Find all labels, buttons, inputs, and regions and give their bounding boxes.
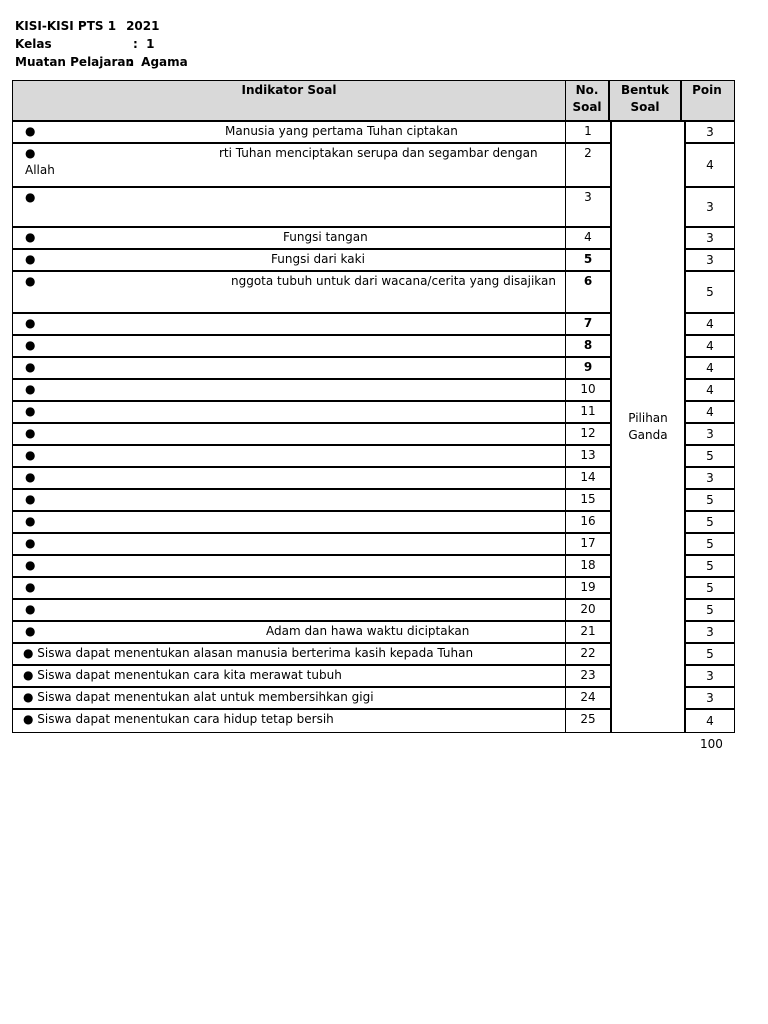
no-soal-cell: 1 <box>584 124 592 138</box>
no-soal-cell: 22 <box>580 646 596 660</box>
table-row <box>13 644 610 666</box>
table-row <box>13 144 610 188</box>
no-soal-cell: 2 <box>584 146 592 160</box>
table-row <box>13 622 610 644</box>
table-row <box>13 490 610 512</box>
no-soal-cell: 20 <box>580 602 596 616</box>
header-poin: Poin <box>692 83 722 97</box>
doc-title: KISI-KISI PTS 1 2021 <box>15 19 160 33</box>
table-row <box>13 688 610 710</box>
indikator-cell <box>13 122 566 142</box>
poin-cell: 3 <box>686 122 734 144</box>
indikator-cell <box>13 228 566 248</box>
poin-cell: 5 <box>686 556 734 578</box>
poin-cell: 5 <box>686 512 734 534</box>
indikator-cell <box>13 666 566 686</box>
indikator-cell <box>13 250 566 270</box>
bullet-icon: ● <box>25 338 36 352</box>
indikator-text: rti Tuhan menciptakan serupa dan segambar dengan <box>219 146 538 160</box>
bullet-icon: ● <box>25 274 36 288</box>
indikator-column-group <box>13 122 612 732</box>
indikator-text: Adam dan hawa waktu diciptakan <box>266 624 470 638</box>
indikator-cell <box>13 710 566 732</box>
poin-cell: 4 <box>686 144 734 188</box>
indikator-text: ● Siswa dapat menentukan alasan manusia berterima kasih kepada Tuhan <box>23 646 474 660</box>
table-row <box>13 272 610 314</box>
no-soal-cell: 14 <box>580 470 596 484</box>
no-soal-cell: 5 <box>583 252 593 266</box>
indikator-cell <box>13 600 566 620</box>
kisi-kisi-table <box>12 80 735 733</box>
indikator-text: Fungsi dari kaki <box>271 252 365 266</box>
poin-cell: 4 <box>686 380 734 402</box>
indikator-text-continued: Allah <box>25 163 55 177</box>
table-row <box>13 122 610 144</box>
poin-cell: 4 <box>686 402 734 424</box>
no-soal-cell: 17 <box>580 536 596 550</box>
indikator-cell <box>13 358 566 378</box>
indikator-cell <box>13 512 566 532</box>
indikator-text: nggota tubuh untuk dari wacana/cerita yang disajikan <box>231 274 557 288</box>
table-row <box>13 666 610 688</box>
doc-year: 2021 <box>126 19 160 33</box>
header-indikator: Indikator Soal <box>13 81 566 120</box>
bullet-icon: ● <box>25 470 36 484</box>
indikator-text: ● Siswa dapat menentukan cara kita merawat tubuh <box>23 668 342 682</box>
no-soal-cell: 11 <box>580 404 596 418</box>
indikator-cell <box>13 644 566 664</box>
table-row <box>13 556 610 578</box>
table-row <box>13 578 610 600</box>
table-header-row <box>13 81 734 122</box>
no-soal-cell: 7 <box>583 316 593 330</box>
bullet-icon: ● <box>25 360 36 374</box>
table-row <box>13 358 610 380</box>
indikator-cell <box>13 272 566 312</box>
poin-cell: 4 <box>686 358 734 380</box>
no-soal-cell: 16 <box>580 514 596 528</box>
kelas-line <box>15 35 155 53</box>
poin-cell: 4 <box>686 336 734 358</box>
mapel-value: : Agama <box>128 55 188 69</box>
poin-column <box>686 122 734 732</box>
indikator-cell <box>13 534 566 554</box>
poin-cell: 5 <box>686 600 734 622</box>
poin-cell: 4 <box>706 714 714 728</box>
indikator-cell <box>13 336 566 356</box>
indikator-cell <box>13 556 566 576</box>
indikator-cell <box>13 144 566 186</box>
bullet-icon: ● <box>25 602 36 616</box>
table-row <box>13 228 610 250</box>
poin-cell: 5 <box>686 490 734 512</box>
bullet-icon: ● <box>25 492 36 506</box>
no-soal-cell: 3 <box>584 190 592 204</box>
bullet-icon: ● <box>25 124 36 138</box>
table-row <box>13 600 610 622</box>
poin-cell: 3 <box>686 250 734 272</box>
table-row <box>13 512 610 534</box>
total-poin: 100 <box>700 737 723 751</box>
header-no-soal: No. Soal <box>566 81 610 120</box>
poin-cell: 3 <box>686 424 734 446</box>
table-row <box>13 188 610 228</box>
indikator-cell <box>13 188 566 226</box>
poin-cell: 5 <box>686 534 734 556</box>
no-soal-cell: 8 <box>583 338 593 352</box>
bullet-icon: ● <box>25 230 36 244</box>
table-row <box>13 534 610 556</box>
mapel-label: Muatan Pelajaran <box>15 55 135 69</box>
indikator-text: Fungsi tangan <box>283 230 368 244</box>
bullet-icon: ● <box>25 558 36 572</box>
no-soal-cell: 9 <box>583 360 593 374</box>
no-soal-cell: 23 <box>580 668 596 682</box>
no-soal-cell: 25 <box>580 712 596 726</box>
indikator-cell <box>13 380 566 400</box>
table-row <box>13 314 610 336</box>
table-row <box>13 402 610 424</box>
table-row <box>13 424 610 446</box>
poin-cell: 3 <box>686 468 734 490</box>
no-soal-cell: 10 <box>580 382 596 396</box>
poin-cell: 3 <box>686 666 734 688</box>
table-row <box>13 710 610 732</box>
table-row <box>13 380 610 402</box>
no-soal-cell: 12 <box>580 426 596 440</box>
indikator-cell <box>13 490 566 510</box>
table-row <box>13 446 610 468</box>
indikator-cell <box>13 314 566 334</box>
bullet-icon: ● <box>25 580 36 594</box>
poin-cell: 3 <box>686 688 734 710</box>
indikator-cell <box>13 446 566 466</box>
no-soal-cell: 4 <box>584 230 592 244</box>
table-body <box>13 122 734 732</box>
indikator-cell <box>13 578 566 598</box>
poin-cell: 3 <box>686 228 734 250</box>
bullet-icon: ● <box>25 404 36 418</box>
poin-cell: 5 <box>686 578 734 600</box>
bullet-icon: ● <box>25 382 36 396</box>
poin-cell: 3 <box>686 622 734 644</box>
no-soal-cell: 24 <box>580 690 596 704</box>
poin-cell: 5 <box>686 446 734 468</box>
no-soal-cell: 13 <box>580 448 596 462</box>
bullet-icon: ● <box>25 316 36 330</box>
poin-cell: 4 <box>686 314 734 336</box>
bullet-icon: ● <box>25 190 36 204</box>
no-soal-cell: 19 <box>580 580 596 594</box>
bullet-icon: ● <box>25 146 36 160</box>
mapel-line <box>15 53 188 71</box>
header-bentuk-soal: Bentuk Soal <box>610 81 682 120</box>
poin-cell: 3 <box>686 188 734 228</box>
poin-cell: 5 <box>686 644 734 666</box>
bentuk-soal-cell: Pilihan Ganda <box>612 122 686 732</box>
table-row <box>13 250 610 272</box>
indikator-text: ● Siswa dapat menentukan alat untuk membersihkan gigi <box>23 690 374 704</box>
indikator-cell <box>13 688 566 708</box>
indikator-cell <box>13 402 566 422</box>
no-soal-cell: 6 <box>583 274 593 288</box>
bullet-icon: ● <box>25 426 36 440</box>
indikator-cell <box>13 424 566 444</box>
indikator-text: Manusia yang pertama Tuhan ciptakan <box>225 124 458 138</box>
kelas-label: Kelas <box>15 37 52 51</box>
no-soal-cell: 15 <box>580 492 596 506</box>
bullet-icon: ● <box>25 624 36 638</box>
indikator-cell <box>13 622 566 642</box>
indikator-text: ● Siswa dapat menentukan cara hidup tetap bersih <box>23 712 334 726</box>
bullet-icon: ● <box>25 514 36 528</box>
table-row <box>13 336 610 358</box>
poin-cell: 5 <box>686 272 734 314</box>
bullet-icon: ● <box>25 252 36 266</box>
bullet-icon: ● <box>25 536 36 550</box>
indikator-cell <box>13 468 566 488</box>
kelas-value: : 1 <box>133 37 155 51</box>
bullet-icon: ● <box>25 448 36 462</box>
no-soal-cell: 18 <box>580 558 596 572</box>
no-soal-cell: 21 <box>580 624 596 638</box>
table-row <box>13 468 610 490</box>
